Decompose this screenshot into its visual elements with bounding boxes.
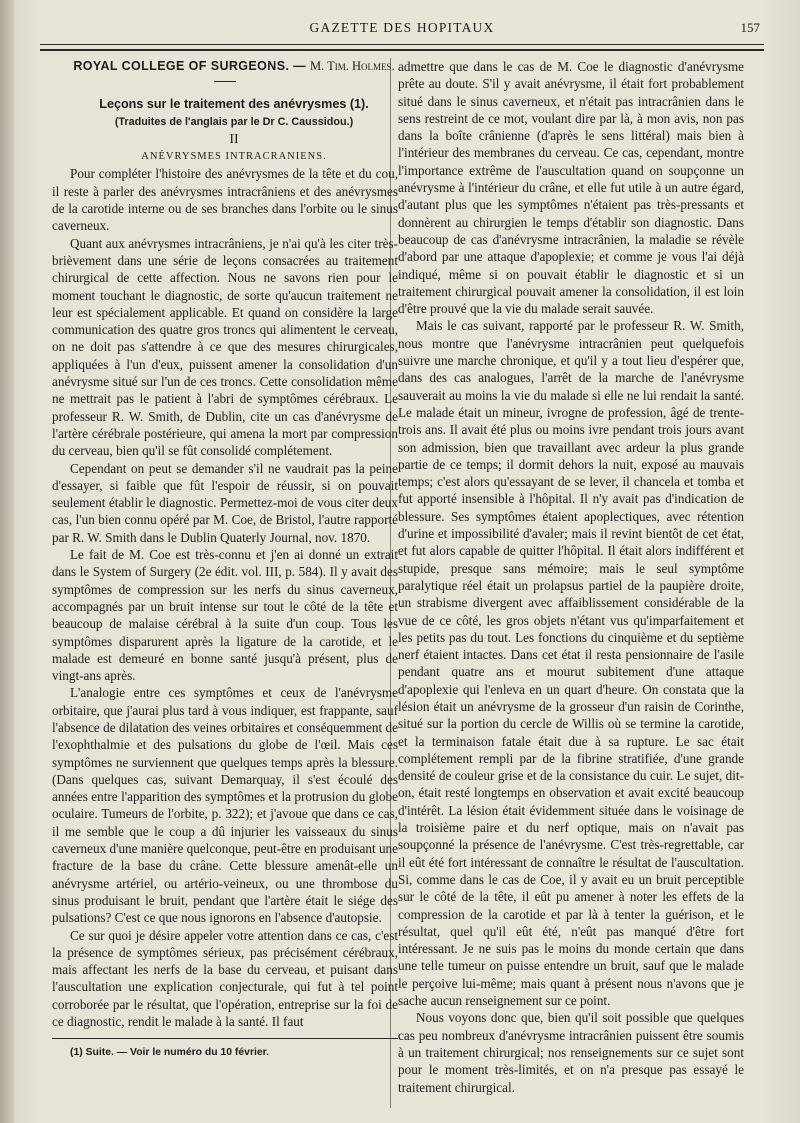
paragraph: Quant aux anévrysmes intracrâniens, je n'ai qu'à les citer très-brièvement dans une série de leçons consacrées au traitement chirurgical de cette affection. Nous ne savons rien pour le moment touchant le diagnostic, de sorte qu'aucun traitement ne leur est spécialement applicable. Et quand on considère la large communication des quatre gros troncs qui alimentent le cerveau, on ne doit pas s'attendre à ce que des mesures chirurgicales, appliquées à l'un d'eux, puissent amener la consolidation d'un anévrysme situé sur l'un de ces troncs. Cette consolidation même ne mettrait pas le patient à l'abri de symptômes cérébraux. Le professeur R. W. Smith, de Dublin, cite un cas d'anévrysme de l'artère cérébrale postérieure, qui amena la mort par compression du cerveau, bien qu'il se fût consolidé complétement.: [52, 235, 398, 459]
section-title: [52, 58, 398, 75]
footnote: (1) Suite. — Voir le numéro du 10 février.: [70, 1047, 270, 1059]
paragraph: Pour compléter l'histoire des anévrysmes de la tête et du cou, il reste à parler des anévrysmes intracrâniens et des anévrysmes de la carotide interne ou de ses branches dans l'orbite ou le sinus caverneux.: [52, 166, 398, 234]
paragraph: Le fait de M. Coe est très-connu et j'en ai donné un extrait dans le System of Surgery (2e édit. vol. III, p. 584). Il y avait des symptômes de compression sur les nerfs du sinus caverneux, accompagnés par un bruit intense sur tout le côté de la tête et beaucoup de malaise cérébral à la suite d'un coup. Tous les symptômes disparurent après la ligature de la carotide, et le malade est demeuré en bonne santé jusqu'à présent, plus de vingt-ans après.: [52, 547, 398, 684]
part-number: II: [229, 131, 239, 147]
paragraph: Nous voyons donc que, bien qu'il soit possible que quelques cas peu nombreux d'anévrysme intracrânien puissent être soumis à un traitement chirurgical; nos renseignements sur ce sujet sont pour le moment très-limités, et on n'a presque pas essayé le traitement chirurgical.: [398, 1010, 744, 1095]
paragraph: admettre que dans le cas de M. Coe le diagnostic d'anévrysme prête au doute. S'il y avait anévrysme, il était fort probablement situé dans le sinus caverneux, et n'était pas intracrânien dans le sens restreint de ce mot, voulant dire par là, à mon avis, non pas dans la boîte crânienne (d'après le sens littéral) mais bien à l'intérieur des membranes du cerveau. Ce cas, cependant, montre l'importance extrême de l'auscultation quand on soupçonne un anévrysme à l'intérieur du crâne, et elle fut utile à un autre égard, d'autant plus que les symptômes n'étaient pas très-pressants et donnèrent au chirurgien le temps d'établir son diagnostic. Dans beaucoup de cas d'anévrysme intracrânien, la maladie se révèle d'abord par une attaque d'apoplexie; et comme je vous l'ai déjà indiqué, même si on pouvait établir le diagnostic et si un traitement chirurgical pouvait amener la consolidation, il est loin d'être prouvé que la vie du malade serait sauvée.: [398, 59, 744, 317]
left-column: [52, 58, 398, 1062]
binding-edge: [0, 0, 14, 1123]
section-title-text: ROYAL COLLEGE OF SURGEONS. —: [73, 59, 307, 73]
author: M. Tim. Holmes.: [309, 59, 395, 73]
paragraph: Ce sur quoi je désire appeler votre attention dans ce cas, c'est la présence de symptômes sérieux, pas précisément cérébraux, mais affectant les nerfs de la base du cerveau, et puisant dans l'auscultation une explication conjecturale, qui fut à tel point corroborée par le résultat, que l'opération, entreprise sur la foi de ce diagnostic, rendit le malade à la santé. Il faut: [52, 927, 398, 1030]
short-rule: [214, 81, 236, 82]
header-rule: [40, 44, 764, 51]
right-column: [398, 58, 744, 1096]
running-title: GAZETTE DES HOPITAUX: [309, 20, 495, 35]
part-subtitle: ANÉVRYSMES INTRACRANIENS.: [141, 151, 327, 163]
footnote-rule: [52, 1038, 398, 1039]
paragraph: Mais le cas suivant, rapporté par le professeur R. W. Smith, nous montre que l'anévrysme intracrânien peut quelquefois suivre une marche chronique, et qu'il y a tout lieu d'espérer que, dans des cas analogues, l'arrêt de la marche de l'anévrysme sauverait au moins la vie du malade si elle ne lui rendait la santé. Le malade était un mineur, ivrogne de profession, âgé de trente-trois ans. Il avait été plus ou moins ivre pendant trois jours avant son admission, bien que travaillant avec ardeur la plus grande partie de ce temps; il dormit dehors la nuit, exposé au mauvais temps; c'est alors qu'essayant de se lever, il chancela et tomba et fut apporté insensible à l'hôpital. Il n'y avait pas d'indication de blessure. Ses symptômes étaient apoplectiques, avec rétention d'urine et impossibilité d'avaler; mais il revint bientôt de cet état, et fut alors capable de quitter l'hôpital. Il était alors indifférent et stupide, presque sans mémoire; mais le seul symptôme paralytique réel était un prolapsus partiel de la paupière droite, un strabisme divergent avec affaiblissement considérable de la vue de ce côté, les gros objets n'étant vus qu'imparfaitement et les petits pas du tout. Les fonctions du cinquième et du septième nerf étaient intactes. Dans cet état il resta pensionnaire de l'asile pendant quatre ans et mourut subitement d'une attaque d'apoplexie qui l'enleva en un quart d'heure. On constata que la lésion était un anévrysme de la grosseur d'un raisin de Corinthe, situé sur la portion du cercle de Willis où se termine la carotide, et la terminaison fatale était due à sa rupture. Le sac était complétement rempli par de la fibrine stratifiée, d'une grande densité de couleur grise et de la consistance du cuir. Le sujet, dit-on, était resté longtemps en observation et avait excité beaucoup d'intérêt. La lésion était évidemment située dans le voisinage de la troisième paire et du nerf optique, mais on n'avait pas soupçonné la présence de l'anévrysme. C'est très-regrettable, car il eût été fort intéressant de connaître le résultat de l'auscultation. Si, comme dans le cas de Coe, il y avait eu un bruit perceptible sur le côté de la tête, il eût pu amener à noter les effets de la compression de la carotide et par là à tenter la guérison, et le résultat, quel qu'il eût été, n'eût pas manqué d'être fort intéressant. Je ne suis pas le moins du monde certain que dans une telle tumeur on puisse entendre un bruit, sauf que le malade le perçoive lui-même; mais quant à présent nous n'avons que je sache aucun renseignement sur ce point.: [398, 318, 744, 1009]
translation-note: (Traduites de l'anglais par le Dr C. Caussidou.): [114, 115, 354, 128]
paragraph: Cependant on peut se demander s'il ne vaudrait pas la peine d'essayer, si faible que fût l'espoir de réussir, si on pouvait seulement établir le diagnostic. Permettez-moi de vous citer deux cas, l'un bien connu opéré par M. Coe, de Bristol, l'autre rapporté par R. W. Smith dans le Dublin Quaterly Journal, nov. 1870.: [52, 460, 398, 545]
lesson-title: Leçons sur le traitement des anévrysmes (1).: [99, 97, 369, 112]
page-header: [40, 14, 764, 44]
page-number: 157: [740, 20, 760, 35]
paragraph: L'analogie entre ces symptômes et ceux de l'anévrysme orbitaire, que j'aurai plus tard à vous indiquer, est frappante, sauf l'absence de dilatation des veines orbitaires et conséquemment de l'exophthalmie et des pulsations du globe de l'œil. Mais ces symptômes ne surviennent que quelques temps après la blessure. (Dans quelques cas, suivant Demarquay, il s'est écoulé des années entre l'apparition des symptômes et la protrusion du globe oculaire. Tumeurs de l'orbite, p. 322); et j'avoue que dans ce cas, il me semble que le coup a dû injurier les vaisseaux du sinus caverneux d'une manière quelconque, peut-être en produisant une fracture de la base du crâne. Cette blessure amenât-elle un anévrysme artériel, ou artério-veineux, ou une thrombose du sinus produisant le bruit, pendant que l'artère était le siége des pulsations? C'est ce que nous ignorons en l'absence d'autopsie.: [52, 685, 398, 926]
